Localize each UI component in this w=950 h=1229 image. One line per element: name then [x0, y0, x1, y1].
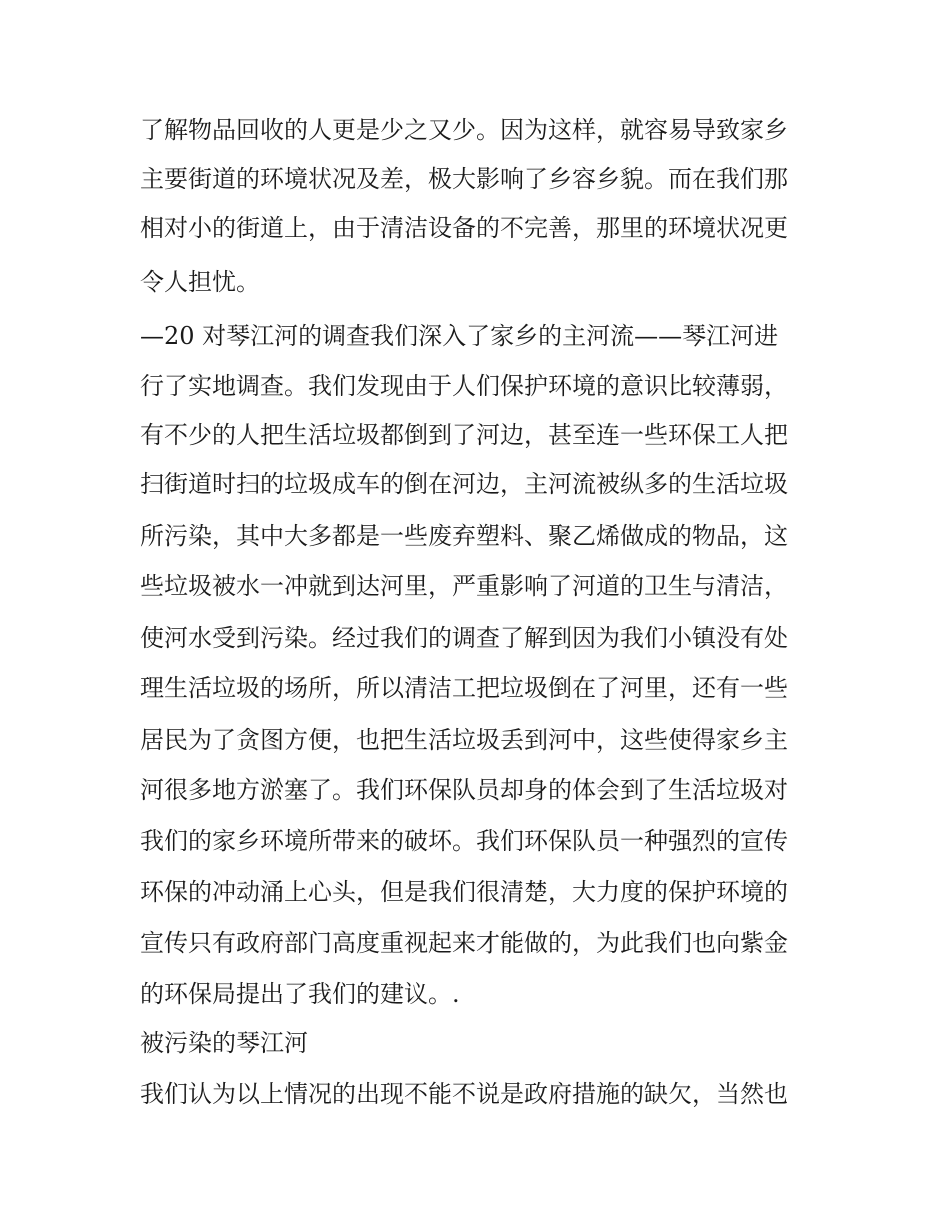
- text-line: 理生活垃圾的场所，所以清洁工把垃圾倒在了河里，还有一些: [140, 674, 788, 702]
- text-line: 行了实地调查。我们发现由于人们保护环境的意识比较薄弱，: [140, 372, 788, 400]
- text-line: 环保的冲动涌上心头，但是我们很清楚，大力度的保护环境的: [140, 878, 788, 906]
- text-line: 所污染，其中大多都是一些废弃塑料、聚乙烯做成的物品，这: [140, 522, 788, 550]
- text-line: 我们认为以上情况的出现不能不说是政府措施的缺欠，当然也: [140, 1080, 788, 1108]
- text-line: 我们的家乡环境所带来的破坏。我们环保队员一种强烈的宣传: [140, 827, 788, 855]
- text-line: —20 对琴江河的调查我们深入了家乡的主河流——琴江河进: [140, 322, 779, 350]
- text-line: 了解物品回收的人更是少之又少。因为这样，就容易导致家乡: [140, 116, 788, 144]
- text-line: 的环保局提出了我们的建议。.: [140, 980, 460, 1008]
- text-line: 扫街道时扫的垃圾成车的倒在河边，主河流被纵多的生活垃圾: [140, 470, 788, 498]
- text-line: 相对小的街道上，由于清洁设备的不完善，那里的环境状况更: [140, 214, 788, 242]
- text-line: 有不少的人把生活垃圾都倒到了河边，甚至连一些环保工人把: [140, 421, 788, 449]
- text-line: 居民为了贪图方便，也把生活垃圾丢到河中，这些使得家乡主: [140, 726, 788, 754]
- text-line: 些垃圾被水一冲就到达河里，严重影响了河道的卫生与清洁，: [140, 572, 788, 600]
- text-line: 河很多地方淤塞了。我们环保队员却身的体会到了生活垃圾对: [140, 776, 788, 804]
- text-line: 主要街道的环境状况及差，极大影响了乡容乡貌。而在我们那: [140, 165, 788, 193]
- section-heading: 被污染的琴江河: [140, 1029, 308, 1057]
- text-line: 宣传只有政府部门高度重视起来才能做的，为此我们也向紫金: [140, 929, 788, 957]
- text-line: 使河水受到污染。经过我们的调查了解到因为我们小镇没有处: [140, 624, 788, 652]
- text-line: 令人担忧。: [140, 268, 260, 296]
